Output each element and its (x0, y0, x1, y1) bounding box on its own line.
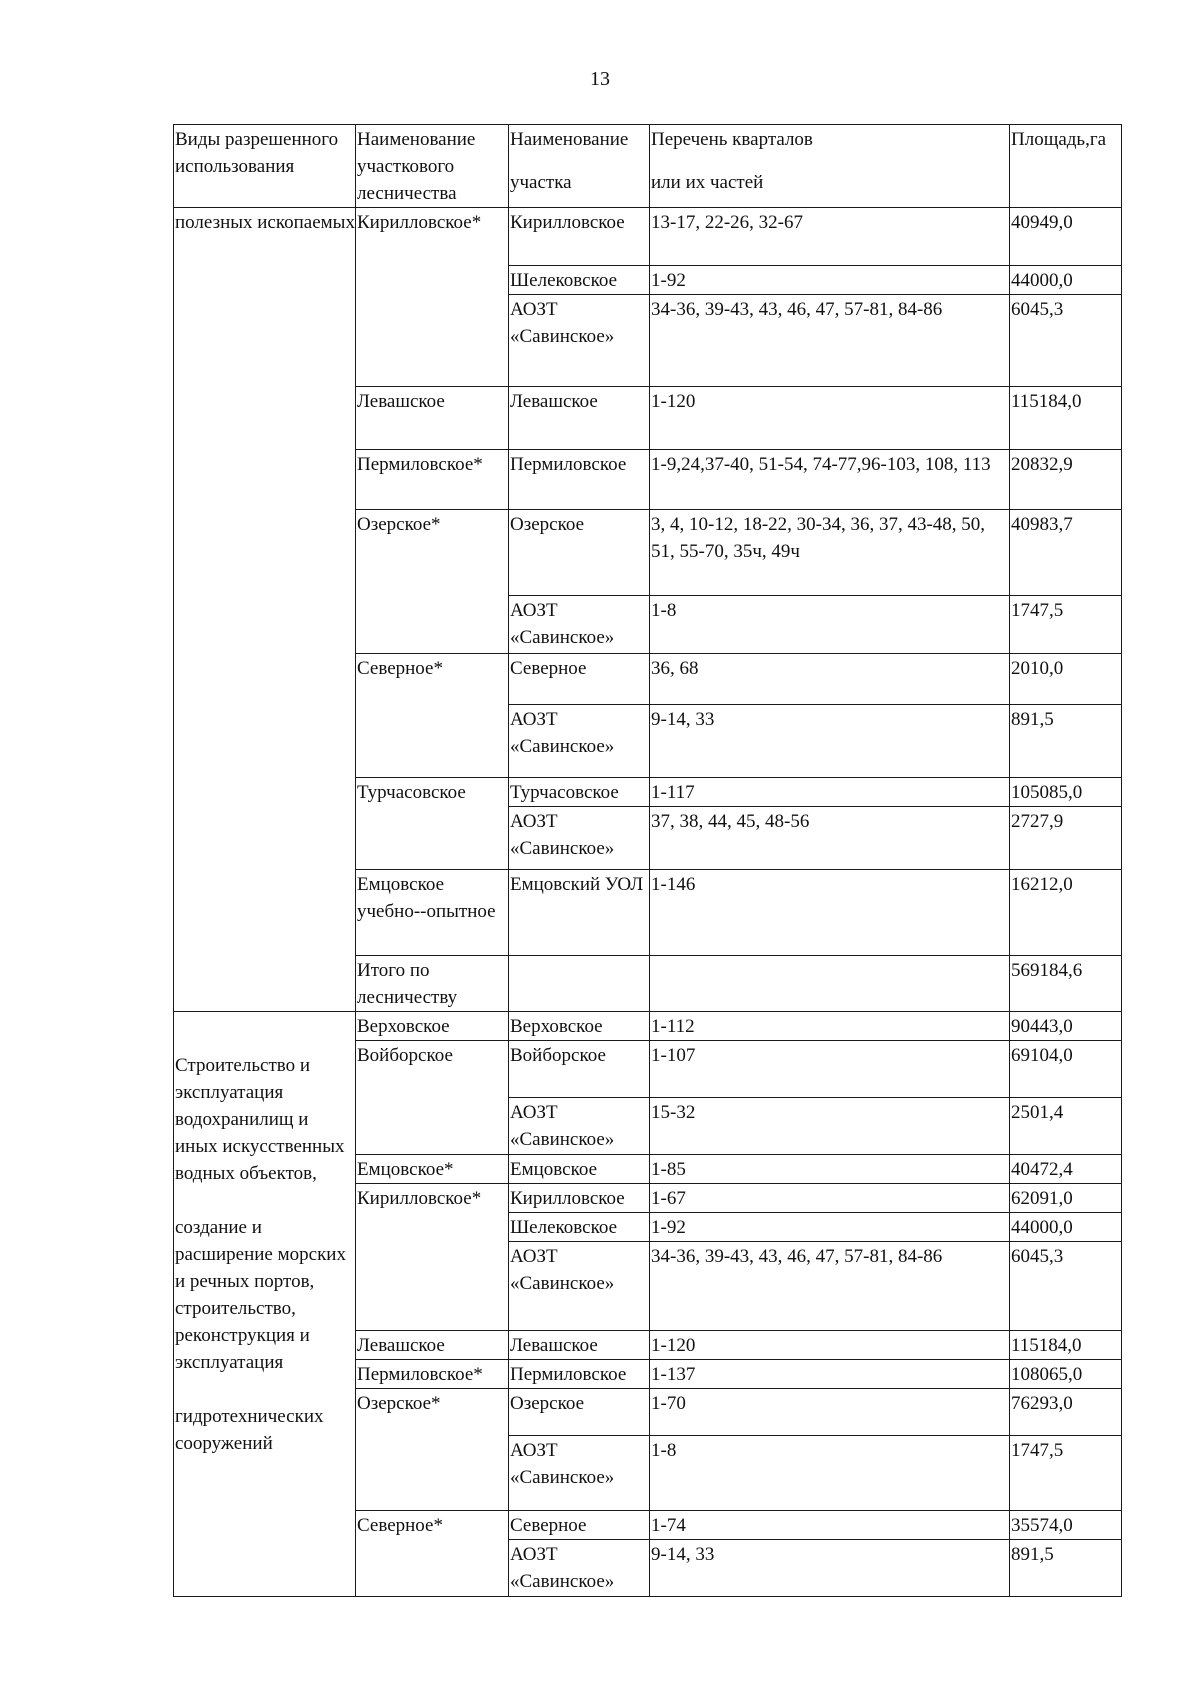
quarters-cell: 1-74 (650, 1511, 1010, 1540)
forestry-cell: Северное* (356, 654, 509, 778)
site-cell: Кирилловское (509, 1184, 650, 1213)
table-header-row (174, 125, 1122, 208)
header-quarters-line1: Перечень кварталов (651, 129, 813, 150)
quarters-cell: 1-112 (650, 1012, 1010, 1041)
site-cell: АОЗТ «Савинское» (509, 1540, 650, 1597)
quarters-cell: 36, 68 (650, 654, 1010, 705)
area-cell: 62091,0 (1010, 1184, 1122, 1213)
total-label-cell: Итого по лесничеству (356, 956, 509, 1012)
site-cell: АОЗТ «Савинское» (509, 596, 650, 654)
section-type-cell (174, 1012, 356, 1597)
site-cell: Кирилловское (509, 208, 650, 266)
quarters-cell (650, 956, 1010, 1012)
area-cell: 2501,4 (1010, 1098, 1122, 1155)
quarters-cell: 1-146 (650, 870, 1010, 956)
area-cell: 16212,0 (1010, 870, 1122, 956)
area-cell: 44000,0 (1010, 1213, 1122, 1242)
site-cell: АОЗТ «Савинское» (509, 295, 650, 387)
site-cell: Емцовское (509, 1155, 650, 1184)
area-cell: 69104,0 (1010, 1041, 1122, 1098)
site-cell: АОЗТ «Савинское» (509, 705, 650, 778)
forestry-cell: Левашское (356, 387, 509, 450)
forest-use-table (173, 124, 1122, 1597)
area-cell: 40472,4 (1010, 1155, 1122, 1184)
area-cell: 40949,0 (1010, 208, 1122, 266)
area-cell: 35574,0 (1010, 1511, 1122, 1540)
quarters-cell: 1-92 (650, 266, 1010, 295)
forestry-cell: Левашское (356, 1331, 509, 1360)
forestry-cell: Войборское (356, 1041, 509, 1155)
quarters-cell: 3, 4, 10-12, 18-22, 30-34, 36, 37, 43-48, 50, 51, 55-70, 35ч, 49ч (650, 510, 1010, 596)
total-area-cell: 569184,6 (1010, 956, 1122, 1012)
site-cell: Левашское (509, 387, 650, 450)
quarters-cell: 1-70 (650, 1389, 1010, 1436)
section-type-part: гидротехнических сооружений (175, 1406, 324, 1454)
header-type: Виды разрешенного использования (174, 125, 356, 208)
forestry-cell: Озерское* (356, 1389, 509, 1511)
header-forestry: Наименование участкового лесничества (356, 125, 509, 208)
site-cell: АОЗТ «Савинское» (509, 1436, 650, 1511)
table-row (174, 208, 1122, 266)
area-cell: 1747,5 (1010, 596, 1122, 654)
section-type-part: Строительство и эксплуатация водохранилищ и иных искусственных водных объектов, (175, 1055, 345, 1184)
area-cell: 20832,9 (1010, 450, 1122, 510)
header-site (509, 125, 650, 208)
quarters-cell: 9-14, 33 (650, 1540, 1010, 1597)
section-type-part: создание и расширение морских и речных портов, строительство, реконструкция и эксплуатация (175, 1217, 346, 1373)
quarters-cell: 1-67 (650, 1184, 1010, 1213)
page-number: 13 (590, 68, 610, 90)
quarters-cell: 1-85 (650, 1155, 1010, 1184)
quarters-cell: 15-32 (650, 1098, 1010, 1155)
header-site-line2: участка (510, 172, 572, 193)
forestry-cell: Верховское (356, 1012, 509, 1041)
site-cell: Озерское (509, 1389, 650, 1436)
area-cell: 891,5 (1010, 705, 1122, 778)
area-cell: 2010,0 (1010, 654, 1122, 705)
site-cell: Пермиловское (509, 450, 650, 510)
area-cell: 6045,3 (1010, 1242, 1122, 1331)
site-cell: Турчасовское (509, 778, 650, 807)
site-cell: Северное (509, 654, 650, 705)
forestry-cell: Турчасовское (356, 778, 509, 870)
quarters-cell: 1-9,24,37-40, 51-54, 74-77,96-103, 108, 113 (650, 450, 1010, 510)
site-cell: Пермиловское (509, 1360, 650, 1389)
header-quarters-line2: или их частей (651, 172, 764, 193)
forestry-cell: Емцовское учебно--опытное (356, 870, 509, 956)
area-cell: 105085,0 (1010, 778, 1122, 807)
area-cell: 6045,3 (1010, 295, 1122, 387)
forestry-cell: Пермиловское* (356, 1360, 509, 1389)
quarters-cell: 9-14, 33 (650, 705, 1010, 778)
site-cell (509, 956, 650, 1012)
area-cell: 108065,0 (1010, 1360, 1122, 1389)
section-type-cell: полезных ископаемых (174, 208, 356, 1012)
area-cell: 44000,0 (1010, 266, 1122, 295)
forestry-cell: Пермиловское* (356, 450, 509, 510)
site-cell: Северное (509, 1511, 650, 1540)
quarters-cell: 1-137 (650, 1360, 1010, 1389)
site-cell: Шелековское (509, 1213, 650, 1242)
area-cell: 40983,7 (1010, 510, 1122, 596)
quarters-cell: 37, 38, 44, 45, 48-56 (650, 807, 1010, 870)
site-cell: Верховское (509, 1012, 650, 1041)
site-cell: Войборское (509, 1041, 650, 1098)
forestry-cell: Озерское* (356, 510, 509, 654)
site-cell: Шелековское (509, 266, 650, 295)
site-cell: АОЗТ «Савинское» (509, 807, 650, 870)
forestry-cell: Кирилловское* (356, 1184, 509, 1331)
quarters-cell: 1-8 (650, 596, 1010, 654)
quarters-cell: 1-8 (650, 1436, 1010, 1511)
site-cell: Левашское (509, 1331, 650, 1360)
quarters-cell: 34-36, 39-43, 43, 46, 47, 57-81, 84-86 (650, 1242, 1010, 1331)
forestry-cell: Северное* (356, 1511, 509, 1597)
header-quarters (650, 125, 1010, 208)
area-cell: 76293,0 (1010, 1389, 1122, 1436)
quarters-cell: 1-107 (650, 1041, 1010, 1098)
quarters-cell: 13-17, 22-26, 32-67 (650, 208, 1010, 266)
area-cell: 115184,0 (1010, 387, 1122, 450)
quarters-cell: 34-36, 39-43, 43, 46, 47, 57-81, 84-86 (650, 295, 1010, 387)
area-cell: 2727,9 (1010, 807, 1122, 870)
area-cell: 90443,0 (1010, 1012, 1122, 1041)
quarters-cell: 1-117 (650, 778, 1010, 807)
quarters-cell: 1-120 (650, 1331, 1010, 1360)
header-site-line1: Наименование (510, 129, 629, 150)
forestry-cell: Емцовское* (356, 1155, 509, 1184)
area-cell: 115184,0 (1010, 1331, 1122, 1360)
area-cell: 1747,5 (1010, 1436, 1122, 1511)
quarters-cell: 1-92 (650, 1213, 1010, 1242)
site-cell: АОЗТ «Савинское» (509, 1098, 650, 1155)
table-row (174, 1012, 1122, 1041)
site-cell: АОЗТ «Савинское» (509, 1242, 650, 1331)
site-cell: Озерское (509, 510, 650, 596)
forestry-cell: Кирилловское* (356, 208, 509, 387)
area-cell: 891,5 (1010, 1540, 1122, 1597)
site-cell: Емцовский УОЛ (509, 870, 650, 956)
header-area: Площадь,га (1010, 125, 1122, 208)
quarters-cell: 1-120 (650, 387, 1010, 450)
